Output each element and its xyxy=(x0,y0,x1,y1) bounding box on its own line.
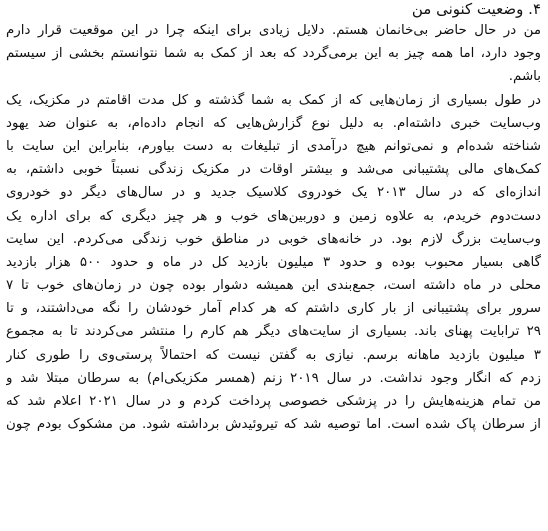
text-line: زدم که انگار وجود نداشت. در سال ۲۰۱۹ زنم (همسر مکزیکی‌ام) به سرطان مبتلا شد و xyxy=(6,370,541,386)
text-line: دست‌دوم خریدم، به علاوه زمین و دوربین‌های خوب و هر چیز دیگری که برای اداره یک xyxy=(6,208,541,224)
section-heading: ۴. وضعیت کنونی من xyxy=(411,0,541,18)
text-line: کمک‌های مالی پشتیبانی می‌شد و بیشتر اوقات در مکزیک زندگی نسبتاً خوبی داشتم، به xyxy=(6,162,541,178)
text-line: ۲۹ ترابایت پهنای باند. بسیاری از سایت‌های دیگر هم کارم را منتشر می‌کردند تا به مجموع xyxy=(6,324,541,340)
text-line: سرور برای پشتیبانی از بار کاری داشتم که هر کدام آمار خودشان را نگه می‌داشتند، و تا xyxy=(6,301,541,317)
text-line: گاهی بسیار محبوب بوده و حدود ۳ میلیون بازدید کل در ماه و حدود ۵۰۰ هزار بازدید xyxy=(6,254,541,270)
text-line: من در حال حاضر بی‌خانمان هستم. دلایل زیادی برای اینکه چرا در این موقعیت قرار دارم xyxy=(6,23,541,38)
text-line: وب‌سایت خبری داشته‌ام. به دلیل نوع گزارش‌هایی که انجام داده‌ام، به عنوان ضد یهود xyxy=(6,115,541,131)
paragraph-website-history xyxy=(6,89,541,437)
text-line: شناخته شده‌ام و نمی‌توانم هیچ درآمدی از تبلیغات به دست بیاورم، بنابراین این سایت با xyxy=(6,138,541,154)
text-line: وب‌سایت بزرگ لازم بود. در خانه‌های خوبی در مناطق خوب زندگی می‌کردم. این سایت xyxy=(6,231,541,247)
text-line: اندازه‌ای که در سال ۲۰۱۳ یک خودروی کلاسیک جدید و در سال‌های دیگر دو خودروی xyxy=(6,185,541,201)
text-line: ۳ میلیون بازدید ماهانه برسم. نیازی به گفتن نیست که احتمالاً پرستی‌وی را طوری کنار xyxy=(6,347,541,363)
text-line: من تمام هزینه‌هایش را در پزشکی خصوصی پرداخت کردم و در سال ۲۰۲۱ اعلام شد که xyxy=(6,394,541,409)
text-line: محلی در ماه داشته است، جمع‌بندی این همیشه دشوار بوده چون در زمان‌های خوب تا ۷ xyxy=(6,278,541,294)
text-line: باشم. xyxy=(508,69,541,85)
text-line: وجود دارد، اما همه چیز به این برمی‌گردد که بعد از کمک به شما نتوانستم بخشی از سیستم xyxy=(6,46,541,62)
text-line: از سرطان پاک شده است. اما توصیه شد که تیروئیدش برداشته شود. من مشکوک بودم چون xyxy=(6,417,541,433)
text-line: در طول بسیاری از زمان‌هایی که از کمک به شما گذشته و کل مدت اقامتم در مکزیک، یک xyxy=(6,92,541,108)
paragraph-current-status xyxy=(6,19,541,89)
